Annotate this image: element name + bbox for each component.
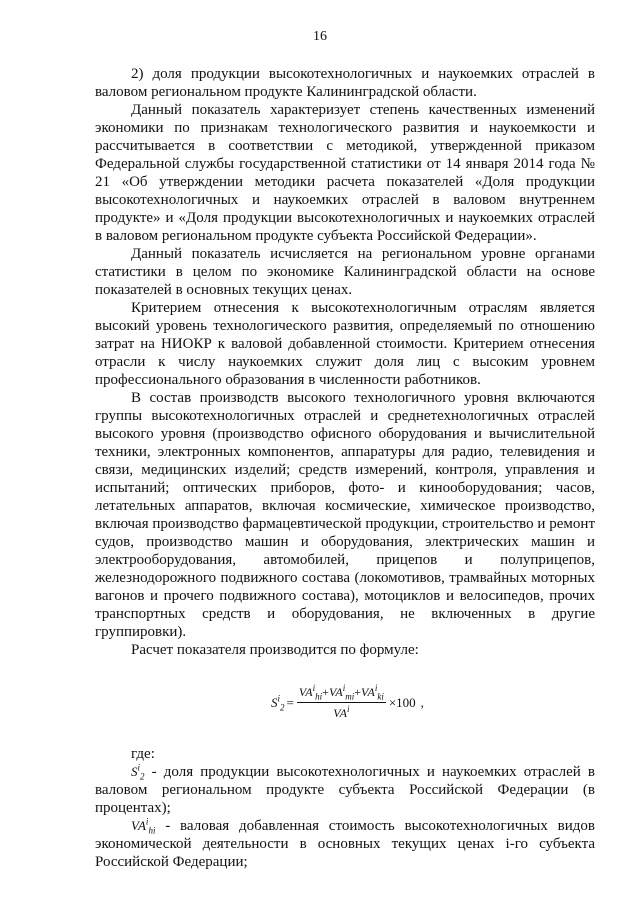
definition-va-hi-symbol: $VA^i_{hi}$	[131, 816, 156, 836]
formula-times-100: ×100	[388, 694, 416, 710]
formula-denominator: $VA^i$	[333, 704, 350, 720]
formula-block	[95, 677, 595, 733]
paragraph-methodology: Данный показатель характеризует степень качественных изменений экономики по признакам технологического развития и наукоемкости и рассчитывается в соответствии с методикой, утвержденной приказом Федеральной службы государственной статистики от 14 января 2014 года № 21 «Об утверждении методики расчета показателей «Доля продукции высокотехнологичных и наукоемких отраслей в валовом внутреннем продукте» и «Доля продукции высокотехнологичных и наукоемких отраслей в валовом региональном продукте субъекта Российской Федерации».	[95, 102, 595, 244]
formula	[271, 683, 424, 722]
page-number: 16	[313, 29, 327, 44]
paragraph-indicator-title: 2) доля продукции высокотехнологичных и наукоемких отраслей в валовом региональном продукте Калининградской области.	[95, 66, 595, 100]
paragraph-criteria: Критерием отнесения к высокотехнологичным отраслям является высокий уровень технологического развития, определяемый по отношению затрат на НИОКР к валовой добавленной стоимости. Критерием отнесения отрасли к числу наукоемких служит доля лиц с высоким уровнем профессионального образования в численности работников.	[95, 300, 595, 388]
formula-lhs: $S^i_2$	[271, 693, 285, 713]
formula-fraction	[297, 683, 386, 722]
definition-s2-text: - доля продукции высокотехнологичных и наукоемких отраслей в валовом региональном продукте субъекта Российской Федерации (в процентах);	[95, 764, 595, 816]
definition-s2	[95, 763, 595, 817]
definition-va-hi-text: - валовая добавленная стоимость высокотехнологичных видов экономической деятельности в основных текущих ценах i-го субъекта Российской Федерации;	[95, 818, 595, 870]
paragraph-industries: В состав производств высокого технологичного уровня включаются группы высокотехнологичных отраслей и среднетехнологичных отраслей высокого уровня (производство офисного оборудования и вычислительной техники, электронных компонентов, аппаратуры для радио, телевидения и связи, медицинских изделий; средств измерений, контроля, управления и испытаний; оптических приборов, фото- и кинооборудования; часов, летательных аппаратов, включая космические, химическое производство, включая производство фармацевтической продукции, строительство и ремонт судов, производство машин и оборудования, электрических машин и электрооборудования, автомобилей, прицепов и полуприцепов, железнодорожного подвижного состава (локомотивов, трамвайных моторных вагонов и прочего подвижного состава), мотоциклов и велосипедов, прочих транспортных средств и оборудования, не включенных в другие группировки).	[95, 390, 595, 640]
where-label: где:	[131, 746, 155, 762]
definition-s2-symbol: $S^i_2$	[131, 762, 145, 782]
formula-equals: =	[286, 694, 294, 710]
paragraph-formula-intro: Расчет показателя производится по формуле:	[131, 642, 419, 658]
formula-numerator: $VA^i_{hi}+VA^i_{mi}+VA^i_{ki}$	[298, 683, 384, 702]
document-body	[95, 65, 595, 871]
paragraph-calculation-level: Данный показатель исчисляется на региональном уровне органами статистики в целом по экономике Калининградской области на основе показателей в основных текущих ценах.	[95, 246, 595, 298]
definition-va-hi	[95, 817, 595, 871]
formula-trailing-comma: ,	[420, 694, 424, 710]
margin-mark	[20, 58, 21, 59]
